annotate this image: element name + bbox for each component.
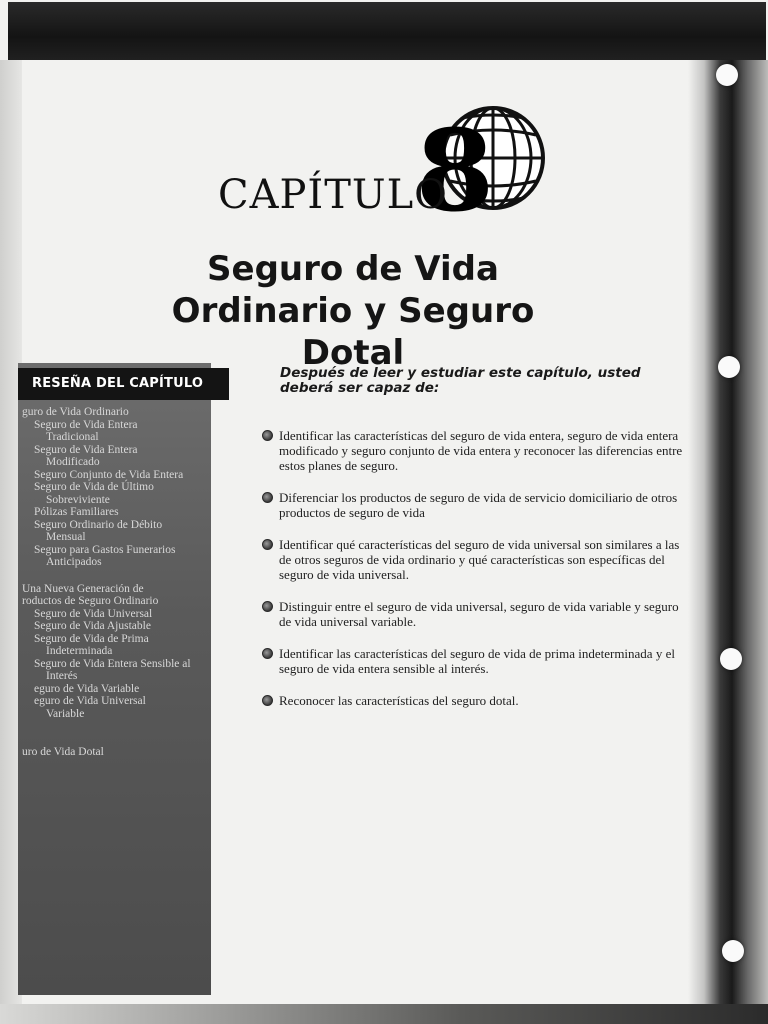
outline-item: roductos de Seguro Ordinario — [22, 595, 159, 607]
outline-item: Tradicional — [46, 431, 99, 443]
outline-item: Seguro de Vida de Prima — [34, 632, 149, 645]
outline-item: Sobreviviente — [46, 493, 110, 506]
outline-item: Seguro para Gastos Funerarios — [34, 543, 176, 556]
outline-item: Seguro de Vida Ajustable — [34, 620, 151, 632]
binder-hole — [718, 356, 740, 378]
outline-item: Anticipados — [46, 556, 102, 568]
outline-item: eguro de Vida Variable — [34, 682, 140, 695]
objective-text: Identificar qué características del seguro de vida universal son similares a las de otros seguros de vida ordinario y qué características son específicas del seguro de vida universal. — [279, 537, 680, 582]
globe-bullet-icon — [262, 648, 273, 659]
binder-hole — [720, 648, 742, 670]
globe-bullet-icon — [262, 539, 273, 550]
outline-item: Seguro de Vida Entera — [34, 443, 138, 456]
objective-text: Diferenciar los productos de seguro de vida de servicio domiciliario de otros productos de seguro de vida — [279, 490, 678, 520]
outline-item: Seguro de Vida Entera — [34, 418, 138, 431]
globe-bullet-icon — [262, 492, 273, 503]
outline-item: Seguro de Vida Universal — [34, 607, 153, 620]
binder-hole — [722, 940, 744, 962]
objective-text: Distinguir entre el seguro de vida universal, seguro de vida variable y seguro de vida universal variable. — [279, 599, 679, 629]
scan-top-edge — [8, 2, 766, 60]
objective-item — [262, 693, 692, 708]
scan-bottom-edge — [0, 1004, 768, 1024]
outline-item: Una Nueva Generación de — [22, 582, 144, 595]
outline-item: Variable — [46, 707, 85, 720]
outline-item: Interés — [46, 670, 78, 682]
outline-item: Indeterminada — [46, 645, 113, 657]
chapter-outline-list — [20, 406, 212, 759]
globe-bullet-icon — [262, 601, 273, 612]
objective-text: Reconocer las características del seguro dotal. — [279, 693, 519, 708]
outline-item: Seguro Conjunto de Vida Entera — [34, 468, 184, 481]
globe-bullet-icon — [262, 695, 273, 706]
chapter-title: Seguro de Vida Ordinario y Seguro Dotal — [171, 249, 535, 373]
objective-item — [262, 599, 692, 629]
outline-item: guro de Vida Ordinario — [22, 406, 129, 418]
outline-item: uro de Vida Dotal — [22, 746, 104, 758]
chapter-outline-header: RESEÑA DEL CAPÍTULO — [18, 368, 229, 400]
objectives-intro: Después de leer y estudiar este capítulo, usted deberá ser capaz de: — [280, 365, 641, 396]
objective-text: Identificar las características del seguro de vida entera, seguro de vida entera modificado y seguro conjunto de vida entera y reconocer las diferencias entre estos planes de seguro. — [279, 428, 683, 473]
objective-item — [262, 490, 692, 520]
scan-binding-shadow — [688, 60, 768, 1004]
binder-hole — [716, 64, 738, 86]
objective-item — [262, 428, 692, 473]
chapter-label: CAPÍTULO — [218, 172, 448, 218]
outline-item: Seguro de Vida Entera Sensible al — [34, 657, 191, 670]
globe-bullet-icon — [262, 430, 273, 441]
outline-item: Seguro de Vida de Último — [34, 481, 154, 493]
outline-item: Mensual — [46, 531, 86, 543]
objective-item — [262, 537, 692, 582]
chapter-number: 8 — [416, 106, 494, 237]
outline-item: Seguro Ordinario de Débito — [34, 518, 163, 531]
outline-item: Pólizas Familiares — [34, 506, 119, 518]
objective-text: Identificar las características del seguro de vida de prima indeterminada y el seguro de vida entera sensible al interés. — [279, 646, 675, 676]
outline-item: eguro de Vida Universal — [34, 695, 146, 707]
objectives-list — [262, 428, 692, 725]
objective-item — [262, 646, 692, 676]
outline-item: Modificado — [46, 456, 100, 468]
